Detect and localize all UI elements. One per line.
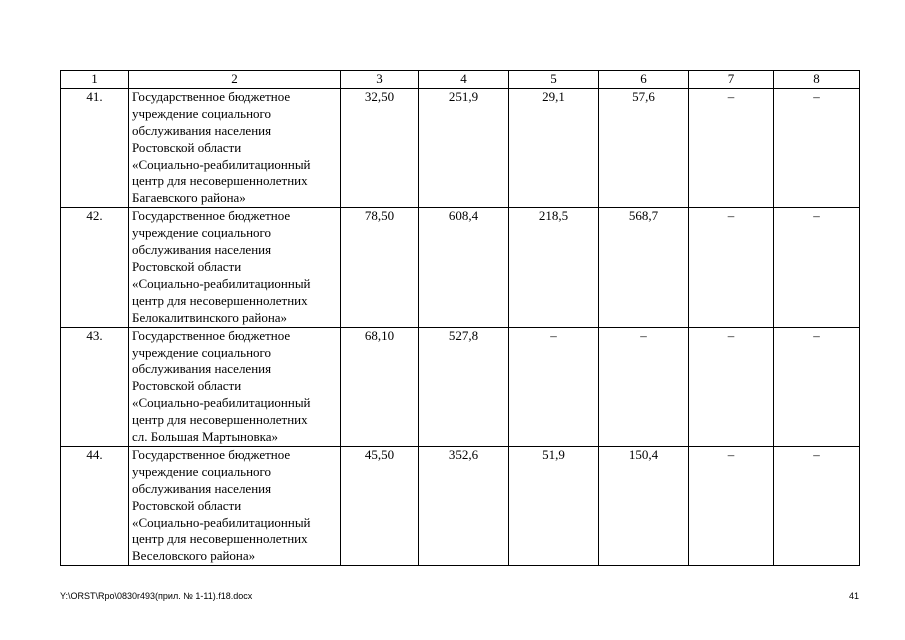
table-row — [61, 327, 860, 446]
header-row — [61, 71, 860, 89]
cell-col-7: – — [689, 327, 774, 446]
header-col-4: 4 — [419, 71, 509, 89]
institution-name: Государственное бюджетное учреждение социального обслуживания населения Ростовской области «Социально-реабилитационный центр для несовершеннолетних Багаевского района» — [129, 88, 341, 207]
cell-col-6: 57,6 — [599, 88, 689, 207]
cell-col-5: – — [509, 327, 599, 446]
cell-col-8: – — [774, 208, 860, 327]
cell-col-5: 29,1 — [509, 88, 599, 207]
cell-col-6: 150,4 — [599, 446, 689, 565]
row-number: 42. — [61, 208, 129, 327]
row-number: 43. — [61, 327, 129, 446]
cell-col-6: 568,7 — [599, 208, 689, 327]
cell-col-3: 45,50 — [341, 446, 419, 565]
cell-col-3: 32,50 — [341, 88, 419, 207]
cell-col-5: 51,9 — [509, 446, 599, 565]
cell-col-4: 352,6 — [419, 446, 509, 565]
table-row — [61, 88, 860, 207]
table-row — [61, 208, 860, 327]
row-number: 41. — [61, 88, 129, 207]
institution-name: Государственное бюджетное учреждение социального обслуживания населения Ростовской области «Социально-реабилитационный центр для несовершеннолетних сл. Большая Мартыновка» — [129, 327, 341, 446]
institution-name: Государственное бюджетное учреждение социального обслуживания населения Ростовской области «Социально-реабилитационный центр для несовершеннолетних Белокалитвинского района» — [129, 208, 341, 327]
header-col-6: 6 — [599, 71, 689, 89]
header-col-8: 8 — [774, 71, 860, 89]
footer-page-number: 41 — [848, 591, 859, 601]
cell-col-4: 527,8 — [419, 327, 509, 446]
row-number: 44. — [61, 446, 129, 565]
cell-col-7: – — [689, 446, 774, 565]
footer-file-path: Y:\ORST\Rpo\0830r493(прил. № 1-11).f18.docx — [60, 591, 253, 601]
institution-name: Государственное бюджетное учреждение социального обслуживания населения Ростовской области «Социально-реабилитационный центр для несовершеннолетних Веселовского района» — [129, 446, 341, 565]
cell-col-4: 608,4 — [419, 208, 509, 327]
cell-col-4: 251,9 — [419, 88, 509, 207]
header-col-7: 7 — [689, 71, 774, 89]
header-col-3: 3 — [341, 71, 419, 89]
cell-col-6: – — [599, 327, 689, 446]
cell-col-3: 78,50 — [341, 208, 419, 327]
table-row — [61, 446, 860, 565]
header-col-5: 5 — [509, 71, 599, 89]
header-col-1: 1 — [61, 71, 129, 89]
cell-col-7: – — [689, 88, 774, 207]
cell-col-3: 68,10 — [341, 327, 419, 446]
cell-col-8: – — [774, 327, 860, 446]
cell-col-5: 218,5 — [509, 208, 599, 327]
cell-col-8: – — [774, 88, 860, 207]
cell-col-7: – — [689, 208, 774, 327]
document-table — [60, 70, 860, 566]
cell-col-8: – — [774, 446, 860, 565]
header-col-2: 2 — [129, 71, 341, 89]
